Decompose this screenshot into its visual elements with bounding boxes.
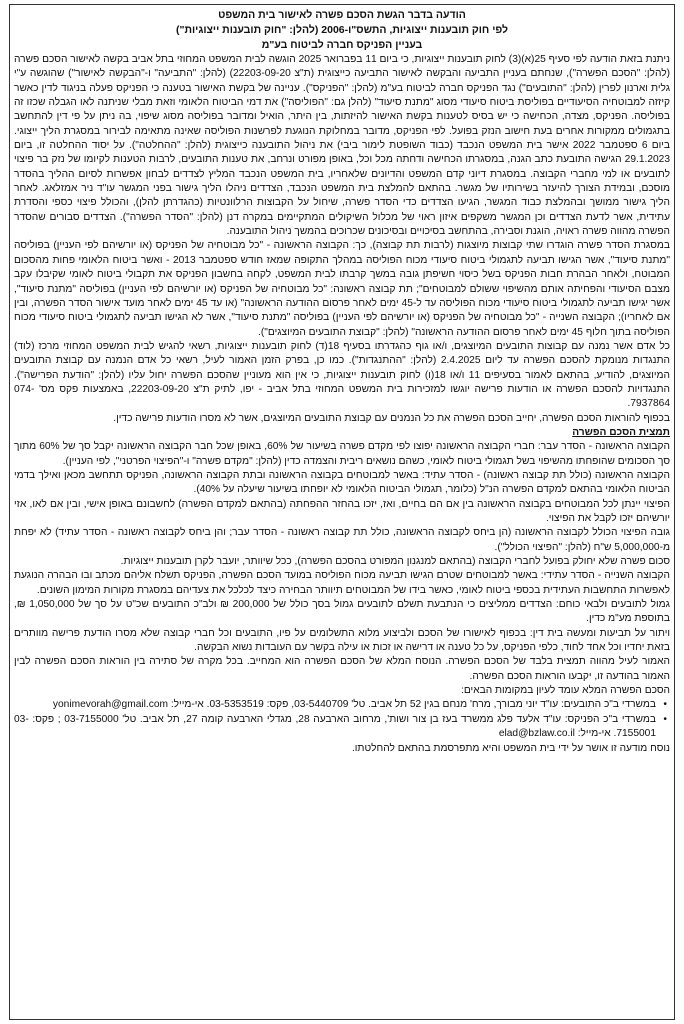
term-second-group: הקבוצה השנייה - הסדר עתידי: באשר למבוטחים שטרם הגישו תביעה מכוח הפוליסה במועד הסכם הפשרה, הפניקס תשלח אליהם מכתב ובו הבהרה הנוגעת לאפשרות התחשבות העתידית בכספי ביטוח לאומי, כאשר בידו של המבוטחים תיוותר הבחירה כיצד לכלכל את צעדיהם במסגרת מקורות המימון השונים. [14,570,670,596]
term-availability: הסכם הפשרה המלא עומד לעיון במקומות הבאים: [461,685,670,697]
header-line-3: בעניין הפניקס חברה לביטוח בע"מ [261,39,423,51]
bullet-icon: • [663,713,667,725]
footer-note: נוסח מודעה זו אושר על ידי בית המשפט והיא מתפרסמת בהתאם להחלטתו. [351,742,670,754]
term-waiver: ויתור על תביעות ומעשה בית דין: בכפוף לאישורו של הסכם ולביצוע מלוא התשלומים על פיו, התובעים וכל חברי קבוצה שלא מסרו הודעת פרישה מוותרים בזאת יחדיו וכל אחד לחוד, כלפי הפניקס, על כל טענה או דרישה או זכות או עילה בקשר עם העובדות נשוא הבקשה. [14,627,670,654]
contact-plaintiffs [14,698,667,712]
header-line-1: הודעה בדבר הגשת הסכם פשרה לאישור בית המשפט [218,9,466,21]
bullet-icon: • [663,699,667,711]
term-total-compensation: גובה הפיצוי הכולל לקבוצה הראשונה (הן ביחס לקבוצה הראשונה, כולל תת קבוצה ראשונה - הסדר עבר; והן ביחס לקבוצה ראשונה - הסדר עתיד) לא יפחת מ-5,000,000 ש"ח (להלן: "הפיצוי הכולל"). [14,527,670,553]
notice-header [14,8,670,53]
term-summary-note: האמור לעיל מהווה תמצית בלבד של הסכם הפשרה. הנוסח המלא של הסכם הפשרה הוא המחייב. בכל מקרה של סתירה בין הוראות הסכם הפשרה לבין האמור בהודעה זו, יקבעו הוראות הסכם הפשרה. [14,656,670,682]
intro-paragraph: ניתנת בזאת הודעה לפי סעיף 25(א)(3) לחוק תובענות ייצוגיות, כי ביום 11 בפברואר 2025 הוגשה לבית המשפט המחוזי בתל אביב בקשה לאישור הסכם פשרה (להלן: "הסכם הפשרה"), שנחתם בעניין התביעה והבקשה לאישור התביעה כייצוגית (ת"צ 22203-09-20) (להלן: "התביעה" ו-"הבקשה לאישור") שהוגשה ע"י גלית וארנון לפרין (להלן: "התובעים") נגד הפניקס חברה לביטוח בע"מ (להלן: "הפניקס"). עניינה של בקשת האישור בטענה כי הפניקס פעלה בניגוד לדין כאשר קיזזה למבוטחיה הסיעודיים בפוליסת ביטוח סיעודי מסוג "מתנת סיעוד" (להלן גם: "הפוליסה") את דמי הביטוח הלאומי וזאת מבלי שניתנה לאו הגבלה שכזו זה בפוליסה. הפניקס, מצדה, הכחישה כי יש בסיס לטענות בקשת האישור להיזתות, בין היתר, הואיל ומדובר בפוליסה מסוג שיפוי, בה ניתן על פי דין להתחשב בתגמולים ממקורות אחרים בעת חישוב הנזק בפועל. לפי הפניקס, מדובר במחלוקת הנוגעת לפרשנות הפוליסה שאינה מתאימה לבירור במסגרת הליך ייצוגי. ביום 6 ספטמבר 2022 אישר בית המשפט הנכבד (כבוד השופטת לימור ביבי) את ניהול התובענה כייצוגית (להלן: "ההחלטה"). על יסוד ההחלטה זו, ביום 29.1.2023 הגישה התובעת כתב הגנה, במסגרתו הכחישה ודחתה מכל וכל, באופן מפורט ונרחב, את טענות התובעים, לרבות הטענות לקיומו של נזק בר פיצוי לתובעים או למי מחברי הקבוצה. במסגרת דיוני קדם המשפט והדיונים שלאחריו, בית המשפט הנכבד המליץ לצדדים לבחון אפשרות לסיום ההליך בהסדר מוסכם, ובמידת הצורך להיעזר בשירותיו של מגשר. בהתאם להמלצת בית המשפט הנכבד, הצדדים ניהלו הליך גישור בפני המגשר עו"ד ניר אמזלאג. לאחר הליך גישור ממושך ובהמלצת כבוד המגשר, הגיעו הצדדים כדי הסדר פשרה, שיחול על הקבוצות הרלוונטיות (כהגדרתן להלן), והכולל פיצוי כספי והסדרת עתידית, אשר לדעת הצדדים וכן המגשר משקפים איזון ראוי של מכלול השיקולים המתקיימים במקרה דנן (להלן: "הסדר הפשרה"). הצדדים סבורים שהסדר הפשרה מהווה פשרה ראויה, הוגנת וסבירה, בהתחשב בסיכויים ובסיכונים שכרוכים בהמשך ניהול התובענה. [14,54,670,238]
term-future-arrangement: הקבוצה הראשונה (כולל תת קבוצה ראשונה) - הסדר עתיד: באשר למבוטחים בקבוצה הראשונה ובתת הקבוצה הראשונה, הפניקס תתחשב מכאן ואילך בדמי הביטוח הלאומי בהתאם למקדם הפשרה הנ"ל (כלומר, תגמולי הביטוח הלאומי לא יופחתו בשיעור שיעלה על 40%). [14,469,670,496]
term-past-arrangement: הקבוצה הראשונה - הסדר עבר: חברי הקבוצה הראשונה יפוצו לפי מקדם פשרה בשיעור של 60%, באופן שכל חבר הקבוצה הראשונה יקבל סך של 60% מתוך סך הסכומים שהופחתו מהשיפוי בשל תגמולי ביטוח לאומי, כשהם נושאים ריבית והצמדה כדין (להלן: "מקדם פשרה" ו-"הפיצוי הפרטני", לפי העניין). [14,441,670,467]
term-compensation-recipients: הפיצוי יינתן לכל המבוטחים בקבוצה הראשונה בין אם הם בחיים, ואז, יזכו בהחזר ההפחתה (בהתאם למקדם הפשרה) לחשבונם באופן אישי, ובין אם לאו, אזי יורשיהם יזכו לקבל את הפיצוי. [14,498,670,524]
groups-paragraph: במסגרת הסדר פשרה הוגדרו שתי קבוצות מיוצגות (לרבות תת קבוצה), כך: הקבוצה הראשונה - "כל מבוטחיה של הפניקס (או יורשיהם לפי העניין) בפוליסה "מתנת סיעוד", אשר הגישו תביעה לתגמולי ביטוח סיעודי מכוח הפוליסה במהלך התקופה שמאז חודש ספטמבר 2013 - ואשר ביטוח הלאומי פחות מהסכום המבוטח, ולאחר הבהרת חבות הפניקס בשל כיסוי חשיפתן גובה במשך קרבתו לבית המשפט, לקחה בחשבון הפניקס את תקבולי ביטוח לאומי שקיבלו עקב מצבם הסיעודי והפחיתה אותם מהשיפוי ששולם למבוטחים"; תת קבוצה ראשונה: "כל מבוטחיה של הפניקס (או יורשיהם לפי העניין) בפוליסה "מתנת סיעוד", אשר יגישו תביעה לתגמולי ביטוח סיעודי מכוח הפוליסה עד ל-45 ימים לאחר פרסום ההודעה הראשונה" (או עד 45 ימים לאחר מועד אישור הסדר הפשרה, ובין אם לאחריו); הקבוצה השנייה - "כל מבוטחיה של הפניקס (או יורשיהם לפי העניין) בפוליסה "מתנת סיעוד", אשר לא הגישו תביעה לתגמולי ביטוח סיעודי מכוח הפוליסה בתוך חלוף 45 ימים לאחר פרסום ההודעה הראשונה" (להלן: "קבוצת התובעים המיוצגים"). [14,240,670,338]
contact-defendant-text: במשרדי ב"כ הפניקס: עו"ד אלעד פלג ממשרד בעז בן צור ושות', מרחוב הארבעה 28, מגדלי הארבעה קומה 27, תל אביב. טל' 03-7155000 ; פקס: 03-7155001. אי-מייל: elad@bzlaw.co.il [14,713,657,740]
term-undistributed-funds: סכום פשרה שלא יחולק בפועל לחברי הקבוצה (בהתאם למנגנון המפורט בהסכם הפשרה), ככל שיוותר, יועבר לקרן תובענות ייצוגיות. [120,556,670,568]
term-fees: גמול לתובעים ולבאי כוחם: הצדדים ממליצים כי הנתבעת תשלם לתובעים גמול בסך כולל של 200,000 ₪ ולב"כ התובעים שכ"ט על סך של 1,050,000 ₪, בתוספת מע"מ כדין. [14,599,670,625]
header-line-2: לפי חוק תובענות ייצוגיות, התשס"ו-2006 (להלן: "חוק תובענות ייצוגיות") [175,24,509,36]
notice-frame [9,4,675,1020]
contacts-list [14,698,670,741]
terms-title: תמצית הסכם הפשרה [572,426,670,438]
binding-paragraph: בכפוף להוראות הסכם הפשרה, יחייב הסכם הפשרה את כל הנמנים עם קבוצת התובעים המיוצגים, אשר לא מסרו הודעות פרישה כדין. [113,412,670,424]
contact-defendant [14,713,667,742]
objection-paragraph: כל אדם אשר נמנה עם קבוצות התובעים המיוצגים, ו/או גוף כהגדרתו בסעיף 18(ד) לחוק תובענות ייצוגיות, רשאי להגיש לבית המשפט המחוזי מרכז (לוד) התנגדות מנומקת להסכם הפשרה עד ליום 2.4.2025 (להלן: "ההתנגדות"). כמו כן, בפרק הזמן האמור לעיל, רשאי כל אדם הנמנה עם קבוצת התובעים המיוצגים, להודיע, בהתאם לאמור בסעיפים 11 ו/או 18(ו) לחוק תובענות ייצוגיות, כי אין הוא מעוניין שהסכם הפשרה יחול עליו (להלן: "הודעת הפרישה"). התנגדויות להסכם הפשרה או הודעות פרישה יוגשו למזכירות בית המשפט המחוזי בתל אביב - יפו, לתיק ת"צ 22203-09-20, באמצעות פקס מס' 074-7937864. [14,340,671,410]
contact-plaintiffs-text: במשרדי ב"כ התובעים: עו"ד יוני מבורך, מרח' מנחם בגין 52 תל אביב. טל' 03-5440709, פקס: 03-5353519. אי-מייל: yonimevorah@gmail.com [52,699,656,711]
